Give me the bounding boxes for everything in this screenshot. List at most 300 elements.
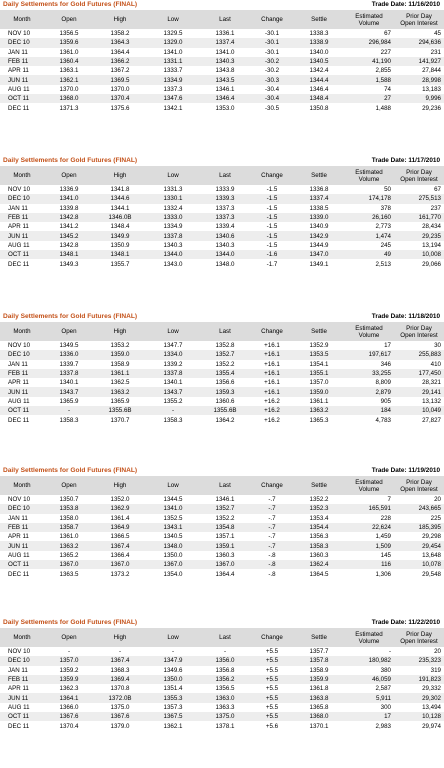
- cell-high: 1365.9: [110, 397, 130, 405]
- cell-open: 1358.3: [59, 416, 79, 424]
- cell-volume: 2,513: [375, 260, 391, 268]
- cell-open: 1363.1: [59, 67, 79, 75]
- cell-low: 1349.6: [163, 666, 183, 674]
- cell-last: 1340.6: [200, 231, 250, 240]
- cell-low: 1332.4: [163, 204, 183, 212]
- cell-settle: 1339.0: [294, 213, 344, 222]
- cell-open-interest: 13,183: [422, 85, 441, 93]
- cell-settle: 1353.4: [309, 514, 329, 522]
- cell-settle: 1363.8: [294, 693, 344, 702]
- cell-low: 1347.7: [163, 342, 183, 350]
- cell-volume: 380: [380, 666, 391, 674]
- cell-open-interest: 29,974: [422, 722, 441, 730]
- column-header-open: Open: [44, 476, 94, 495]
- table-row: [0, 57, 444, 66]
- cell-month: OCT 11: [0, 406, 44, 415]
- cell-month: FEB 11: [0, 57, 44, 66]
- cell-open: 1341.0: [44, 194, 94, 203]
- cell-open-interest: 161,770: [394, 213, 444, 222]
- cell-volume: 17: [384, 342, 391, 350]
- cell-month: FEB 11: [0, 369, 44, 378]
- cell-open: 1350.7: [59, 496, 79, 504]
- cell-open: 1358.7: [44, 523, 94, 532]
- cell-open-interest: 29,302: [394, 693, 444, 702]
- cell-low: 1362.1: [163, 722, 183, 730]
- cell-month: JAN 11: [8, 360, 28, 368]
- cell-month: DEC 11: [8, 416, 30, 424]
- cell-last: 1353.0: [215, 104, 235, 112]
- settlement-block: [0, 618, 444, 731]
- cell-low: 1344.5: [163, 496, 183, 504]
- cell-change: +5.5: [265, 703, 279, 711]
- table-row: [0, 504, 444, 513]
- cell-change: +5.6: [265, 722, 279, 730]
- cell-change: -1.6: [250, 250, 294, 259]
- column-header-month: Month: [0, 10, 44, 29]
- cell-open: 1336.0: [44, 350, 94, 359]
- section-header: [0, 156, 444, 166]
- cell-last: 1356.2: [200, 675, 250, 684]
- cell-low: 1337.8: [146, 231, 200, 240]
- table-row: [0, 721, 444, 730]
- cell-high: 1369.5: [94, 75, 146, 84]
- cell-month: NOV 10: [8, 648, 31, 656]
- cell-open: 1368.0: [44, 94, 94, 103]
- cell-change: -30.4: [250, 94, 294, 103]
- table-row: [0, 495, 444, 504]
- cell-change: +5.5: [265, 685, 279, 693]
- cell-high: 1361.4: [110, 514, 130, 522]
- cell-volume: 346: [380, 360, 391, 368]
- cell-settle: 1338.9: [294, 38, 344, 47]
- column-header-last: Last: [200, 322, 250, 341]
- cell-open: 1336.9: [59, 186, 79, 194]
- cell-open: -: [44, 406, 94, 415]
- cell-low: 1342.1: [163, 104, 183, 112]
- table-row: [0, 213, 444, 222]
- cell-low: 1350.0: [163, 551, 183, 559]
- cell-open-interest: 27,827: [422, 416, 441, 424]
- cell-high: 1369.4: [94, 675, 146, 684]
- cell-low: 1354.0: [163, 570, 183, 578]
- cell-high: 1363.2: [94, 387, 146, 396]
- cell-open: 1358.0: [59, 514, 79, 522]
- cell-month: JAN 11: [8, 204, 28, 212]
- cell-high: 1346.0B: [94, 213, 146, 222]
- column-header-high: High: [94, 628, 146, 647]
- column-header-last: Last: [200, 10, 250, 29]
- trade-date: Trade Date: 11/22/2010: [371, 619, 440, 626]
- cell-low: 1343.1: [146, 523, 200, 532]
- column-header-open-interest: Prior Day Open Interest: [394, 628, 444, 647]
- cell-high: 1368.3: [110, 666, 130, 674]
- cell-volume: 1,306: [375, 570, 391, 578]
- section-title: Daily Settlements for Gold Futures (FINAL): [3, 619, 138, 626]
- column-header-open-interest: Prior Day Open Interest: [394, 10, 444, 29]
- cell-open-interest: 20: [434, 496, 441, 504]
- cell-open: 1370.4: [59, 722, 79, 730]
- cell-last: 1356.6: [215, 379, 235, 387]
- cell-change: -30.4: [264, 85, 280, 93]
- cell-open-interest: 29,298: [422, 533, 441, 541]
- column-header-volume: Estimated Volume: [344, 322, 394, 341]
- cell-volume: 1,459: [375, 533, 391, 541]
- cell-open-interest: 243,665: [394, 504, 444, 513]
- cell-open: 1348.1: [44, 250, 94, 259]
- cell-volume: 4,783: [375, 416, 391, 424]
- table-row: [0, 712, 444, 721]
- cell-volume: 245: [380, 241, 391, 249]
- cell-change: -.7: [268, 514, 276, 522]
- cell-last: 1367.0: [200, 560, 250, 569]
- table-row: [0, 204, 444, 213]
- cell-volume: 22,624: [344, 523, 394, 532]
- cell-low: 1343.7: [146, 387, 200, 396]
- cell-low: 1352.5: [163, 514, 183, 522]
- cell-last: 1352.2: [215, 360, 235, 368]
- cell-last: 1348.0: [215, 260, 235, 268]
- cell-volume: 5,911: [344, 693, 394, 702]
- cell-settle: 1365.8: [309, 703, 329, 711]
- cell-settle: 1361.8: [309, 685, 329, 693]
- column-header-open-interest: Prior Day Open Interest: [394, 322, 444, 341]
- cell-volume: 378: [380, 204, 391, 212]
- column-header-open: Open: [44, 10, 94, 29]
- column-header-volume: Estimated Volume: [344, 10, 394, 29]
- table-row: [0, 29, 444, 38]
- column-header-low: Low: [146, 10, 200, 29]
- cell-high: 1352.0: [110, 496, 130, 504]
- cell-volume: 197,617: [344, 350, 394, 359]
- cell-last: 1355.4: [200, 369, 250, 378]
- cell-open-interest: 177,450: [394, 369, 444, 378]
- cell-low: 1351.4: [163, 685, 183, 693]
- cell-last: 1339.3: [200, 194, 250, 203]
- cell-low: 1339.2: [163, 360, 183, 368]
- cell-month: JUN 11: [0, 693, 44, 702]
- column-header-change: Change: [250, 322, 294, 341]
- cell-open-interest: 231: [430, 48, 441, 56]
- cell-change: -1.5: [250, 213, 294, 222]
- cell-low: 1355.3: [146, 693, 200, 702]
- column-header-last: Last: [200, 476, 250, 495]
- cell-high: 1366.2: [94, 57, 146, 66]
- cell-high: 1375.6: [110, 104, 130, 112]
- cell-open: 1361.0: [59, 533, 79, 541]
- cell-open: 1363.2: [44, 541, 94, 550]
- cell-last: 1343.5: [200, 75, 250, 84]
- cell-open-interest: 275,513: [394, 194, 444, 203]
- column-header-month: Month: [0, 476, 44, 495]
- cell-last: 1363.0: [200, 693, 250, 702]
- section-title: Daily Settlements for Gold Futures (FINAL): [3, 157, 138, 164]
- cell-last: 1352.2: [215, 514, 235, 522]
- cell-settle: 1349.1: [309, 260, 329, 268]
- cell-volume: 7: [387, 496, 391, 504]
- cell-settle: 1347.0: [294, 250, 344, 259]
- cell-volume: 1,509: [344, 541, 394, 550]
- table-row: [0, 675, 444, 684]
- cell-last: 1352.8: [215, 342, 235, 350]
- cell-open-interest: 237: [430, 204, 441, 212]
- table-row: [0, 541, 444, 550]
- cell-last: 1346.1: [215, 85, 235, 93]
- cell-high: 1341.8: [110, 186, 130, 194]
- table-row: [0, 250, 444, 259]
- table-row: [0, 38, 444, 47]
- cell-low: 1350.0: [146, 675, 200, 684]
- cell-open: 1365.2: [59, 551, 79, 559]
- cell-month: APR 11: [8, 67, 29, 75]
- cell-low: 1337.3: [163, 85, 183, 93]
- cell-change: -.8: [268, 570, 276, 578]
- cell-low: 1329.0: [146, 38, 200, 47]
- cell-last: 1333.9: [215, 186, 235, 194]
- cell-low: 1333.7: [163, 67, 183, 75]
- cell-last: 1344.0: [200, 250, 250, 259]
- column-header-settle: Settle: [294, 322, 344, 341]
- cell-last: 1337.3: [215, 204, 235, 212]
- cell-month: NOV 10: [8, 186, 31, 194]
- cell-volume: 50: [384, 186, 391, 194]
- cell-settle: 1360.3: [309, 551, 329, 559]
- cell-month: FEB 11: [0, 675, 44, 684]
- cell-month: AUG 11: [8, 703, 30, 711]
- cell-open: 1362.3: [59, 685, 79, 693]
- column-header-change: Change: [250, 628, 294, 647]
- cell-high: 1366.5: [110, 533, 130, 541]
- column-header-settle: Settle: [294, 10, 344, 29]
- table-row: [0, 703, 444, 712]
- cell-open: 1366.0: [59, 703, 79, 711]
- cell-high: 1364.4: [110, 48, 130, 56]
- settlement-block: [0, 156, 444, 269]
- cell-change: +16.1: [264, 360, 280, 368]
- cell-open: 1361.0: [59, 48, 79, 56]
- cell-open: 1362.1: [44, 75, 94, 84]
- cell-open: 1342.8: [59, 241, 79, 249]
- column-header-open: Open: [44, 322, 94, 341]
- cell-high: 1364.3: [94, 38, 146, 47]
- cell-last: 1352.7: [200, 504, 250, 513]
- section-title: Daily Settlements for Gold Futures (FINAL): [3, 467, 138, 474]
- cell-open: -: [67, 648, 71, 656]
- column-header-low: Low: [146, 166, 200, 185]
- cell-change: -.7: [250, 541, 294, 550]
- cell-month: APR 11: [8, 223, 29, 231]
- cell-high: 1366.4: [110, 551, 130, 559]
- cell-month: JUN 11: [0, 231, 44, 240]
- cell-high: 1361.1: [94, 369, 146, 378]
- cell-volume: 174,178: [344, 194, 394, 203]
- cell-open-interest: 10,078: [394, 560, 444, 569]
- cell-open: 1337.8: [44, 369, 94, 378]
- cell-settle: 1352.3: [294, 504, 344, 513]
- cell-open: 1359.2: [59, 666, 79, 674]
- cell-change: +16.2: [264, 397, 280, 405]
- cell-high: 1359.0: [94, 350, 146, 359]
- cell-open-interest: 185,395: [394, 523, 444, 532]
- table-row: [0, 693, 444, 702]
- cell-volume: 33,255: [344, 369, 394, 378]
- cell-month: JAN 11: [8, 514, 28, 522]
- cell-high: 1370.7: [110, 416, 130, 424]
- cell-volume: 296,984: [344, 38, 394, 47]
- cell-last: 1346.1: [215, 496, 235, 504]
- column-header-month: Month: [0, 166, 44, 185]
- cell-volume: 1,588: [344, 75, 394, 84]
- cell-month: DEC 10: [0, 194, 44, 203]
- cell-high: 1358.9: [110, 360, 130, 368]
- cell-volume: 905: [380, 397, 391, 405]
- column-header-high: High: [94, 166, 146, 185]
- cell-month: DEC 10: [0, 504, 44, 513]
- cell-volume: 145: [380, 551, 391, 559]
- table-row: [0, 415, 444, 424]
- cell-volume: 67: [384, 30, 391, 38]
- cell-low: 1341.0: [146, 504, 200, 513]
- cell-volume: 180,982: [344, 656, 394, 665]
- cell-high: 1370.4: [94, 94, 146, 103]
- cell-high: 1348.1: [94, 250, 146, 259]
- cell-high: 1362.9: [94, 504, 146, 513]
- cell-open: 1343.7: [44, 387, 94, 396]
- cell-last: 1356.0: [200, 656, 250, 665]
- cell-month: APR 11: [8, 533, 29, 541]
- cell-change: -.7: [250, 523, 294, 532]
- cell-low: 1341.0: [163, 48, 183, 56]
- column-header-high: High: [94, 476, 146, 495]
- cell-settle: 1364.5: [309, 570, 329, 578]
- cell-change: -.7: [268, 496, 276, 504]
- cell-open-interest: 67: [434, 186, 441, 194]
- cell-last: 1346.4: [200, 94, 250, 103]
- cell-settle: 1370.1: [309, 722, 329, 730]
- column-header-last: Last: [200, 166, 250, 185]
- cell-open: 1345.2: [44, 231, 94, 240]
- cell-last: 1378.1: [215, 722, 235, 730]
- table-row: [0, 360, 444, 369]
- cell-last: 1336.1: [215, 30, 235, 38]
- cell-high: -: [118, 648, 122, 656]
- column-header-change: Change: [250, 476, 294, 495]
- cell-open: 1364.1: [44, 693, 94, 702]
- cell-month: JAN 11: [8, 48, 28, 56]
- cell-month: NOV 10: [8, 30, 31, 38]
- cell-low: -: [146, 406, 200, 415]
- cell-settle: 1352.2: [309, 496, 329, 504]
- settlement-table: [0, 166, 444, 269]
- cell-open: 1367.0: [44, 560, 94, 569]
- cell-settle: 1346.4: [309, 85, 329, 93]
- table-row: [0, 75, 444, 84]
- cell-volume: 41,190: [344, 57, 394, 66]
- cell-open-interest: 13,494: [422, 703, 441, 711]
- cell-month: JUN 11: [0, 387, 44, 396]
- cell-month: JUN 11: [0, 75, 44, 84]
- cell-volume: 46,059: [344, 675, 394, 684]
- cell-last: 1357.1: [215, 533, 235, 541]
- table-row: [0, 241, 444, 250]
- cell-month: DEC 11: [8, 104, 30, 112]
- cell-open-interest: 28,434: [422, 223, 441, 231]
- cell-open: 1359.9: [44, 675, 94, 684]
- cell-settle: 1353.5: [294, 350, 344, 359]
- table-row: [0, 514, 444, 523]
- cell-settle: 1354.4: [294, 523, 344, 532]
- cell-high: 1350.9: [110, 241, 130, 249]
- cell-change: +5.5: [250, 656, 294, 665]
- cell-open-interest: 225: [430, 514, 441, 522]
- cell-low: 1340.1: [163, 379, 183, 387]
- cell-settle: 1342.4: [309, 67, 329, 75]
- cell-last: 1343.8: [215, 67, 235, 75]
- cell-change: -.8: [268, 551, 276, 559]
- table-row: [0, 66, 444, 75]
- cell-low: 1340.5: [163, 533, 183, 541]
- cell-change: -1.5: [266, 223, 278, 231]
- cell-low: 1340.3: [163, 241, 183, 249]
- cell-volume: 27: [344, 94, 394, 103]
- cell-month: JUN 11: [0, 541, 44, 550]
- cell-volume: 1,488: [375, 104, 391, 112]
- cell-settle: 1340.5: [294, 57, 344, 66]
- cell-month: JAN 11: [8, 666, 28, 674]
- cell-settle: 1363.2: [294, 406, 344, 415]
- cell-volume: 2,983: [375, 722, 391, 730]
- column-header-open-interest: Prior Day Open Interest: [394, 476, 444, 495]
- cell-last: 1352.7: [200, 350, 250, 359]
- cell-volume: 2,773: [375, 223, 391, 231]
- column-header-settle: Settle: [294, 628, 344, 647]
- cell-high: 1362.5: [110, 379, 130, 387]
- section-header: [0, 312, 444, 322]
- column-header-low: Low: [146, 476, 200, 495]
- cell-change: +16.1: [250, 369, 294, 378]
- cell-open: 1339.8: [59, 204, 79, 212]
- cell-settle: 1359.0: [294, 387, 344, 396]
- cell-last: 1359.1: [200, 541, 250, 550]
- cell-change: -30.3: [250, 75, 294, 84]
- cell-change: -.7: [250, 504, 294, 513]
- cell-settle: 1336.8: [309, 186, 329, 194]
- section-title: Daily Settlements for Gold Futures (FINAL): [3, 313, 138, 320]
- settlement-table: [0, 10, 444, 113]
- cell-volume: 184: [344, 406, 394, 415]
- cell-volume: 1,474: [344, 231, 394, 240]
- cell-low: -: [171, 648, 175, 656]
- cell-change: -1.5: [266, 186, 278, 194]
- cell-last: 1356.5: [215, 685, 235, 693]
- cell-high: 1367.2: [110, 67, 130, 75]
- cell-open: 1365.9: [59, 397, 79, 405]
- header-row: [0, 322, 444, 341]
- cell-open-interest: 10,128: [394, 712, 444, 721]
- column-header-volume: Estimated Volume: [344, 628, 394, 647]
- cell-settle: 1344.9: [309, 241, 329, 249]
- cell-month: AUG 11: [8, 85, 30, 93]
- cell-high: 1367.4: [94, 656, 146, 665]
- cell-high: 1373.2: [110, 570, 130, 578]
- cell-last: 1363.3: [215, 703, 235, 711]
- cell-last: 1360.6: [215, 397, 235, 405]
- cell-low: 1333.0: [146, 213, 200, 222]
- cell-volume: 2,587: [375, 685, 391, 693]
- cell-volume: -: [388, 648, 391, 656]
- settlement-block: [0, 312, 444, 425]
- cell-low: 1367.5: [146, 712, 200, 721]
- table-row: [0, 666, 444, 675]
